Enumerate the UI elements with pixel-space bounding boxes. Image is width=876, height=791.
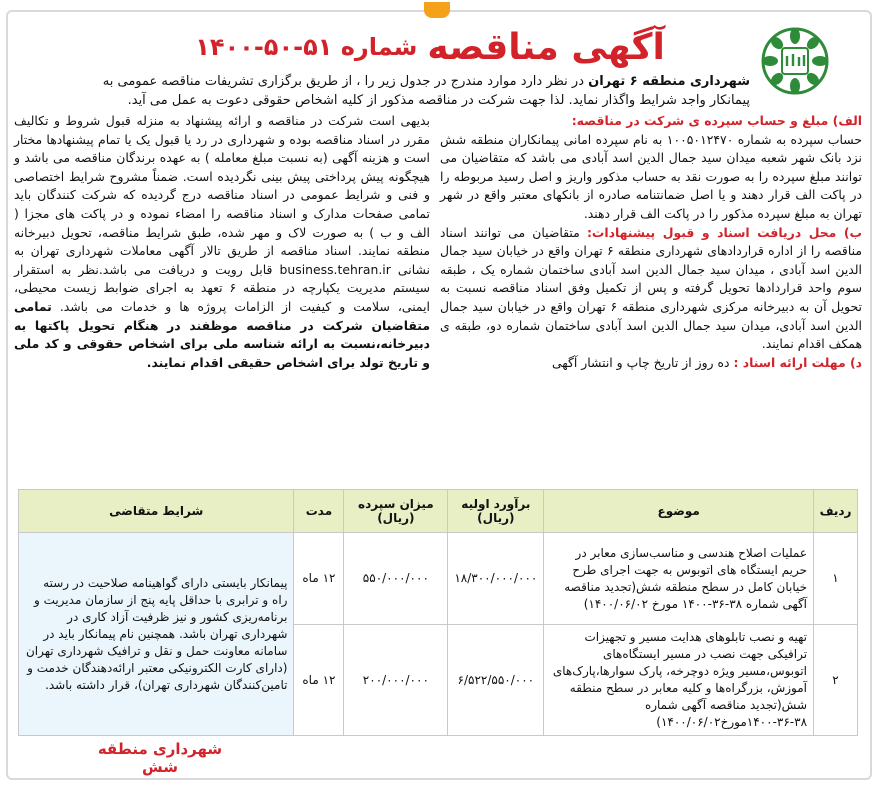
header-index: ردیف [814, 490, 858, 533]
left-column-text: بدیهی است شرکت در مناقصه و ارائه پیشنهاد به منزله قبول شروط و تکالیف مقرر در اسناد مناقصه بوده و شهرداری در رد یا قبول یک یا تمام پیشنهادها مختار است و هزینه آگهی (به نسبت مبلغ معامله ) به عهده برندگان مناقصه می باشد و هیچگونه پیش پرداختی پیش بینی نگردیده است. ضمناً مشروح شرایط اختصاصی و فنی و شرایط عمومی در اسناد مناقصه درج گردیده که شرکت کنندگان باید تمامی صفحات مدارک و اسناد مناقصه را امضاء نموده و در پاکت های مجزا ( الف و ب ) به صورت لاک و مهر شده، طبق شرایط مناقصه، تحویل دبیرخانه منطقه نمایند. اسناد مناقصه از طریق تالار آگهی معاملات شهرداری تهران به نشانی business.tehran.ir قابل رویت و دریافت می باشد.نظر به استقرار سیستم مدیریت یکپارچه در منطقه ۶ تعهد به اجرای ضوابط زیست محیطی، ایمنی، سلامت و کیفیت از الزامات پروژه ها و خدمات می باشد. [14, 113, 430, 314]
section-d [440, 354, 862, 373]
section-a-title: الف) مبلغ و حساب سپرده ی شرکت در مناقصه: [571, 113, 862, 128]
tender-table [18, 489, 858, 736]
table-row [19, 533, 858, 625]
header-deposit: میزان سپرده (ریال) [344, 490, 448, 533]
row-subject: تهیه و نصب تابلوهای هدایت مسیر و تجهیزات ترافیکی جهت نصب در مسیر ایستگاه‌های اتوبوس،مسیر ویژه دوچرخه، پارک سوارها،پارک‌های آموزش، بزرگراه‌ها و کلیه معابر در سطح منطقه شش(تجدید مناقصه آگهی شماره ۳۸-۳۶-۱۴۰۰مورخ۱۴۰۰/۰۶/۰۲) [544, 625, 814, 736]
row-index: ۱ [814, 533, 858, 625]
row-duration: ۱۲ ماه [294, 533, 344, 625]
section-b-text: متقاضیان می توانند اسناد مناقصه را از اداره قراردادهای شهرداری منطقه ۶ تهران واقع در خیابان سید جمال الدین اسد آبادی ، میدان سید جمال الدین اسد آبادی ساختمان شماره یک ، طبقه سوم واحد قراردادها تحویل گرفته و پس از تکمیل وفق اسناد مناقصه نسبت به تحویل آن به دبیرخانه مرکزی شهرداری منطقه ۶ تهران واقع در خیابان سید جمال الدین اسد آبادی، میدان سید جمال الدین اسد آبادی ساختمان شماره دو، طبقه ی همکف اقدام نمایند. [440, 224, 862, 352]
left-column-bold-text: تمامی متقاضیان شرکت در مناقصه موظفند در هنگام تحویل پاکتها به دبیرخانه،نسبت به ارائه شناسه ملی برای اشخاص حقوقی و کد ملی و تاریخ تولد برای اشخاص حقیقی اقدام نمایند. [14, 298, 430, 370]
conditions-left-column [14, 112, 430, 372]
header-estimate: برآورد اولیه (ریال) [448, 490, 544, 533]
requirements-cell: پیمانکار بایستی دارای گواهینامه صلاحیت در رسته راه و ترابری با حداقل پایه پنج از سازمان مدیریت و برنامه‌ریزی کشور و نیز ظرفیت آزاد کاری در شهرداری تهران باشد. همچنین نام پیمانکار باید در سامانه معاونت حمل و نقل و ترافیک شهرداری تهران (دارای کارت الکترونیکی معتبر ارائه‌دهندگان خدمت و تامین‌کنندگان شهرداری تهران)، قرار داشته باشد. [19, 533, 294, 736]
conditions-right-column [440, 112, 862, 372]
section-b-title: ب) محل دریافت اسناد و قبول پیشنهادات: [586, 224, 862, 240]
title-number: شماره ۵۱-۵۰-۱۴۰۰ [195, 33, 418, 61]
row-estimate: ۶/۵۲۲/۵۵۰/۰۰۰ [448, 625, 544, 736]
ad-title [150, 24, 710, 70]
title-main: آگهی مناقصه [427, 26, 665, 68]
intro-text: در نظر دارد موارد مندرج در جدول زیر را ، از طریق برگزاری تشریفات مناقصه عمومی به پیمانکار واجد شرایط واگذار نماید. لذا جهت شرکت در مناقصه مذکور از کلیه اشخاص حقوقی دعوت به عمل می آید. [102, 74, 750, 108]
tehran-municipality-logo-icon [760, 26, 830, 96]
row-deposit: ۵۵۰/۰۰۰/۰۰۰ [344, 533, 448, 625]
row-subject: عملیات اصلاح هندسی و مناسب‌سازی معابر در حریم ایستگاه های اتوبوس به جهت اجرای طرح خیابان کامل در سطح منطقه شش(تجدید مناقصه آگهی شماره ۳۸-۳۶-۱۴۰۰ مورخ ۱۴۰۰/۰۶/۰۲) [544, 533, 814, 625]
row-index: ۲ [814, 625, 858, 736]
header-subject: موضوع [544, 490, 814, 533]
header-requirements: شرایط متقاضی [19, 490, 294, 533]
signature: شهرداری منطقه شش [97, 740, 223, 776]
section-d-text: ده روز از تاریخ چاپ و انتشار آگهی [551, 354, 734, 370]
row-deposit: ۲۰۰/۰۰۰/۰۰۰ [344, 625, 448, 736]
header-duration: مدت [294, 490, 344, 533]
section-a [440, 112, 862, 224]
intro-paragraph [60, 72, 750, 110]
top-tab-decoration [424, 2, 450, 18]
section-a-text: حساب سپرده به شماره ۱۰۰۵۰۱۲۴۷۰ به نام سپرده امانی پیمانکاران منطقه شش نزد بانک شهر شعبه میدان سید جمال الدین اسد آبادی می باشد که متقاضیان می توانند مبلغ سپرده را به صورت نقد به حساب مذکور واریز و اصل رسید مربوطه را در پاکت الف قرار دهند و یا اصل ضمانتنامه صادره از بانکهای معتبر واقع در شهر تهران به مبلغ سپرده مذکور را در پاکت الف قرار دهند. [440, 131, 862, 221]
section-d-title: د) مهلت ارائه اسناد : [733, 354, 862, 370]
row-estimate: ۱۸/۳۰۰/۰۰۰/۰۰۰ [448, 533, 544, 625]
municipality-name: شهرداری منطقه ۶ تهران [588, 74, 750, 89]
table-header-row [19, 490, 858, 533]
row-duration: ۱۲ ماه [294, 625, 344, 736]
section-b [440, 224, 862, 354]
